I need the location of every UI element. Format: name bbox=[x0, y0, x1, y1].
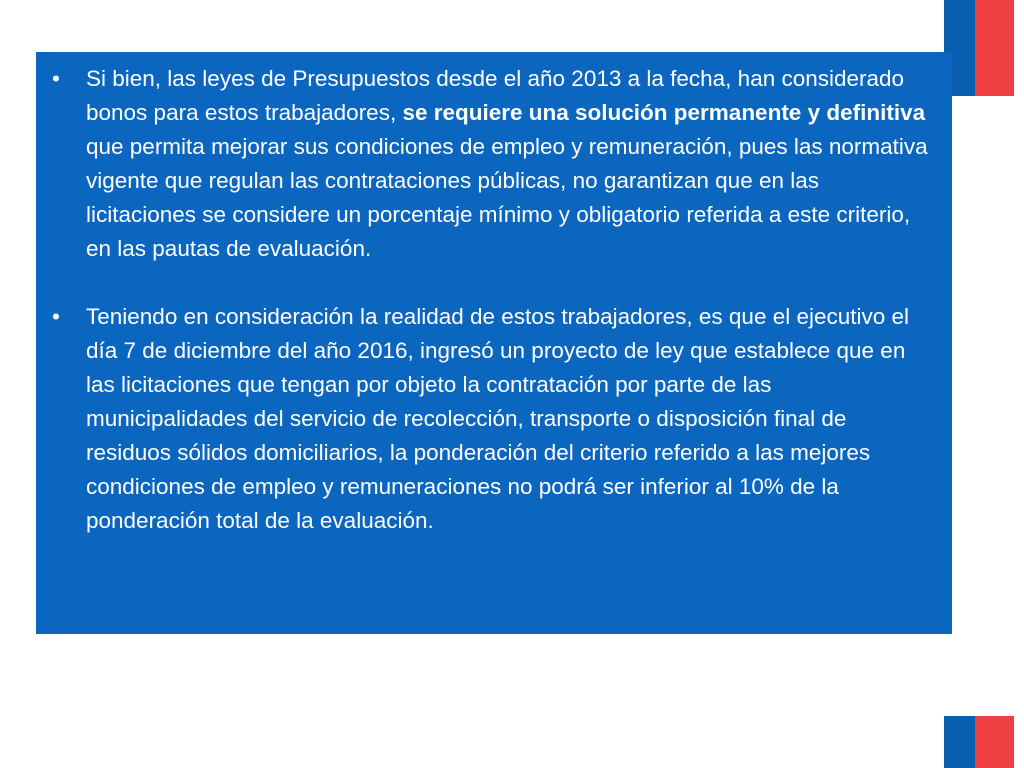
bullet-1-text-end: que permita mejorar sus condiciones de empleo y remuneración, pues las normativa vigente que regulan las contrataciones públicas, no garantizan que en las licitaciones se considere un porcentaje mínimo y obligatorio referida a este criterio, en las pautas de evaluación. bbox=[86, 134, 928, 261]
bullet-item-1 bbox=[52, 62, 934, 266]
top-red-accent bbox=[975, 0, 1014, 96]
bullet-dot: • bbox=[52, 66, 60, 91]
bottom-blue-accent bbox=[944, 716, 975, 768]
bullet-1-text-start: Si bien, las leyes de Presupuestos desde el año 2013 a la fecha, han considerado bonos para estos trabajadores, bbox=[86, 66, 905, 125]
bullet-dot: • bbox=[52, 304, 60, 329]
bullet-1-bold-text: se requiere una solución permanente y definitiva bbox=[402, 100, 926, 125]
bullet-2-text: Teniendo en consideración la realidad de estos trabajadores, es que el ejecutivo el día 7 de diciembre del año 2016, ingresó un proyecto de ley que establece que en las licitaciones que tengan por objeto la contratación por parte de las municipalidades del servicio de recolección, transporte o disposición final de residuos sólidos domiciliarios, la ponderación del criterio referido a las mejores condiciones de empleo y remuneraciones no podrá ser inferior al 10% de la ponderación total de la evaluación. bbox=[86, 304, 910, 533]
bottom-red-accent bbox=[975, 716, 1014, 768]
content-box bbox=[36, 52, 952, 634]
bullet-item-2 bbox=[52, 300, 934, 538]
